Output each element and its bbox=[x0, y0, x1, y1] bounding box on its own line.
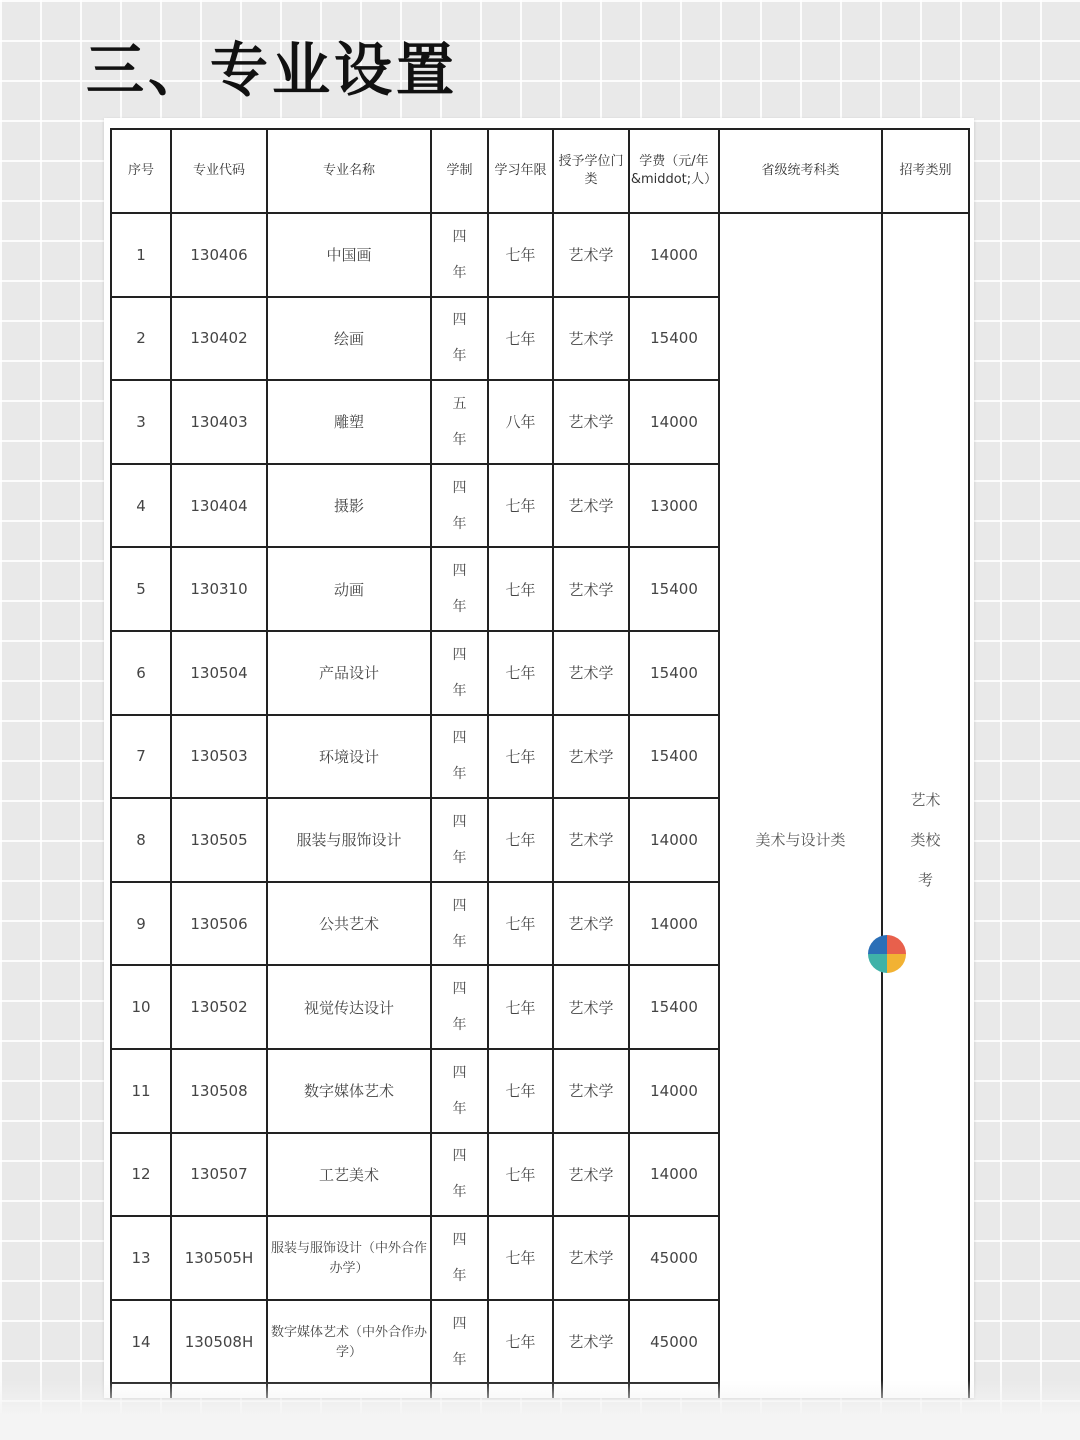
cell-no: 2 bbox=[136, 329, 146, 348]
cell-no: 9 bbox=[136, 914, 146, 933]
cell-fee: 15400 bbox=[650, 663, 698, 682]
cell-years: 七年 bbox=[505, 831, 536, 850]
cell-name: 公共艺术 bbox=[318, 915, 379, 934]
cell-degree: 艺术学 bbox=[568, 1082, 614, 1101]
cell-no: 10 bbox=[131, 998, 151, 1017]
cell-system: 四年 bbox=[452, 228, 467, 281]
cell-no: 11 bbox=[131, 1081, 151, 1100]
cell-fee: 45000 bbox=[650, 1248, 698, 1267]
cell-degree: 艺术学 bbox=[568, 664, 614, 683]
cell-code: 130508 bbox=[190, 1081, 248, 1100]
header-system: 学制 bbox=[431, 129, 488, 213]
cell-years: 七年 bbox=[505, 580, 536, 599]
cell-years: 七年 bbox=[505, 329, 536, 348]
cell-code: 130505H bbox=[184, 1248, 254, 1267]
cell-system: 四年 bbox=[452, 1315, 467, 1368]
cell-system: 四年 bbox=[452, 1231, 467, 1284]
cell-degree: 艺术学 bbox=[568, 580, 614, 599]
document-sheet bbox=[104, 118, 974, 1398]
cell-years: 七年 bbox=[505, 664, 536, 683]
cell-fee: 13000 bbox=[650, 496, 698, 515]
cell-years: 七年 bbox=[505, 1082, 536, 1101]
cell-fee: 14000 bbox=[650, 1165, 698, 1184]
cell-no: 1 bbox=[136, 245, 146, 264]
cell-system: 四年 bbox=[452, 1148, 467, 1201]
cell-name: 视觉传达设计 bbox=[303, 998, 394, 1017]
cell-years: 七年 bbox=[505, 915, 536, 934]
cell-name: 服装与服饰设计 bbox=[296, 831, 402, 850]
cell-name: 数字媒体艺术 bbox=[303, 1082, 394, 1101]
cell-code: 130507 bbox=[190, 1165, 248, 1184]
merged-subject: 美术与设计类 bbox=[755, 830, 846, 849]
cell-fee: 15400 bbox=[650, 580, 698, 599]
cell-name: 动画 bbox=[333, 580, 364, 599]
cell-degree: 艺术学 bbox=[568, 915, 614, 934]
cell-system: 四年 bbox=[452, 646, 467, 699]
cell-years: 七年 bbox=[505, 497, 536, 516]
cell-no: 7 bbox=[136, 747, 146, 766]
header-no: 序号 bbox=[111, 129, 171, 213]
cell-years: 七年 bbox=[505, 1333, 536, 1352]
header-fee: 学费（元/年&middot;人） bbox=[629, 129, 719, 213]
cell-name: 摄影 bbox=[333, 497, 364, 516]
cell-years: 七年 bbox=[505, 747, 536, 766]
cell-system: 四年 bbox=[452, 730, 467, 783]
cell-no: 13 bbox=[131, 1248, 151, 1267]
cell-name: 工艺美术 bbox=[318, 1165, 379, 1184]
cell-code: 130310 bbox=[190, 580, 248, 599]
cell-code: 130403 bbox=[190, 412, 248, 431]
header-degree: 授予学位门类 bbox=[553, 129, 629, 213]
merged-category: 艺术类校考 bbox=[910, 790, 941, 889]
cell-no: 5 bbox=[136, 580, 146, 599]
cell-degree: 艺术学 bbox=[568, 998, 614, 1017]
page-title: 三、专业设置 bbox=[86, 36, 459, 104]
cell-system: 四年 bbox=[452, 981, 467, 1034]
cell-degree: 艺术学 bbox=[568, 1165, 614, 1184]
cell-degree: 艺术学 bbox=[568, 747, 614, 766]
cell-no: 6 bbox=[136, 663, 146, 682]
logo-badge-icon bbox=[868, 935, 906, 973]
cell-system: 四年 bbox=[452, 897, 467, 950]
torn-paper-edge bbox=[0, 1380, 1080, 1440]
cell-fee: 15400 bbox=[650, 747, 698, 766]
cell-name: 服装与服饰设计（中外合作办学） bbox=[270, 1240, 427, 1276]
header-category: 招考类别 bbox=[882, 129, 969, 213]
header-subject: 省级统考科类 bbox=[719, 129, 882, 213]
cell-code: 130505 bbox=[190, 830, 248, 849]
cell-system: 四年 bbox=[452, 479, 467, 532]
cell-name: 绘画 bbox=[333, 329, 364, 348]
header-years: 学习年限 bbox=[488, 129, 553, 213]
cell-degree: 艺术学 bbox=[568, 497, 614, 516]
cell-code: 130404 bbox=[190, 496, 248, 515]
cell-code: 130503 bbox=[190, 747, 248, 766]
cell-degree: 艺术学 bbox=[568, 329, 614, 348]
cell-name: 产品设计 bbox=[318, 664, 379, 683]
cell-code: 130508H bbox=[184, 1332, 254, 1351]
cell-degree: 艺术学 bbox=[568, 246, 614, 265]
cell-name: 中国画 bbox=[326, 246, 372, 265]
cell-years: 七年 bbox=[505, 246, 536, 265]
cell-name: 数字媒体艺术（中外合作办学） bbox=[270, 1324, 427, 1360]
cell-years: 八年 bbox=[505, 413, 536, 432]
cell-years: 七年 bbox=[505, 1249, 536, 1268]
cell-code: 130504 bbox=[190, 663, 248, 682]
cell-no: 3 bbox=[136, 412, 146, 431]
cell-no: 12 bbox=[131, 1165, 151, 1184]
cell-fee: 14000 bbox=[650, 830, 698, 849]
cell-system: 四年 bbox=[452, 813, 467, 866]
cell-no: 14 bbox=[131, 1332, 151, 1351]
cell-code: 130502 bbox=[190, 998, 248, 1017]
cell-code: 130406 bbox=[190, 245, 248, 264]
cell-degree: 艺术学 bbox=[568, 1333, 614, 1352]
cell-degree: 艺术学 bbox=[568, 831, 614, 850]
major-table bbox=[110, 128, 970, 1398]
table-row bbox=[111, 213, 969, 297]
cell-system: 五年 bbox=[452, 395, 467, 448]
cell-no: 8 bbox=[136, 830, 146, 849]
cell-name: 环境设计 bbox=[318, 747, 379, 766]
cell-fee: 14000 bbox=[650, 412, 698, 431]
cell-name: 雕塑 bbox=[333, 413, 364, 432]
cell-years: 七年 bbox=[505, 998, 536, 1017]
cell-fee: 14000 bbox=[650, 914, 698, 933]
cell-no: 4 bbox=[136, 496, 146, 515]
cell-fee: 14000 bbox=[650, 1081, 698, 1100]
cell-fee: 14000 bbox=[650, 245, 698, 264]
table-header-row bbox=[111, 129, 969, 213]
cell-degree: 艺术学 bbox=[568, 413, 614, 432]
cell-degree: 艺术学 bbox=[568, 1249, 614, 1268]
cell-system: 四年 bbox=[452, 563, 467, 616]
cell-fee: 45000 bbox=[650, 1332, 698, 1351]
cell-fee: 15400 bbox=[650, 998, 698, 1017]
cell-code: 130506 bbox=[190, 914, 248, 933]
cell-system: 四年 bbox=[452, 1064, 467, 1117]
header-code: 专业代码 bbox=[171, 129, 267, 213]
cell-fee: 15400 bbox=[650, 329, 698, 348]
cell-code: 130402 bbox=[190, 329, 248, 348]
header-name: 专业名称 bbox=[267, 129, 431, 213]
cell-years: 七年 bbox=[505, 1165, 536, 1184]
cell-system: 四年 bbox=[452, 312, 467, 365]
